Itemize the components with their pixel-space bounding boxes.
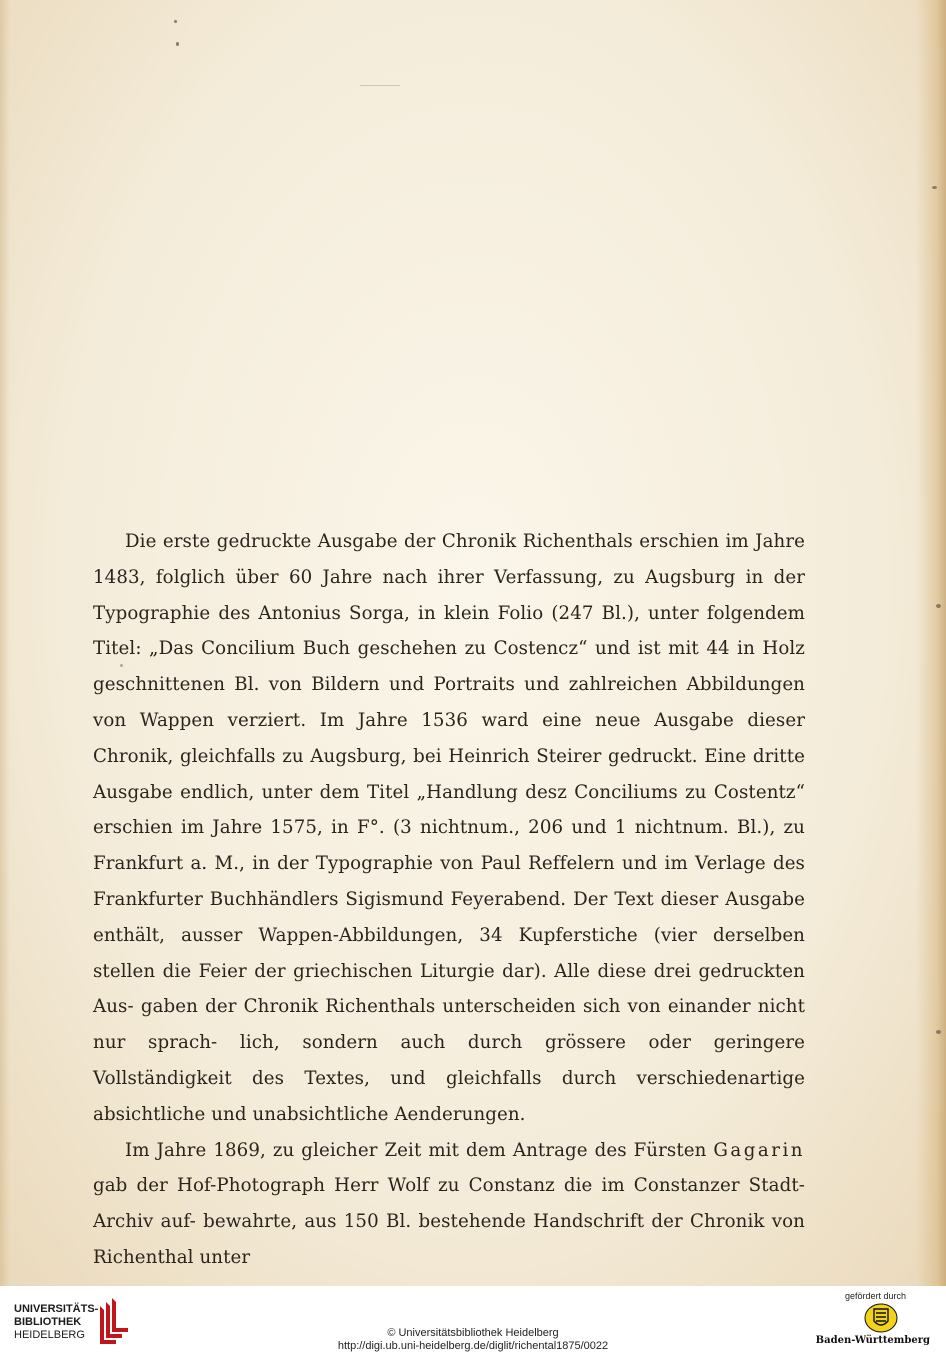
logo-line: UNIVERSITÄTS-: [14, 1303, 99, 1315]
funder-name: Baden-Württemberg: [815, 1335, 930, 1346]
ink-speck: [936, 604, 941, 608]
text-line: ward eine neue Ausgabe dieser Chronik, gleichfalls zu Augsburg, bei Heinrich: [93, 709, 805, 767]
ink-speck: [176, 42, 179, 46]
ink-speck: [174, 20, 177, 23]
text-line: gleichfalls durch verschiedenartige absichtliche und unabsichtliche Aenderungen.: [93, 1067, 805, 1125]
text-line: Buch geschehen zu Costencz“ und ist mit 44 in Holz geschnittenen Bl. von Bildern: [93, 638, 805, 696]
text-line: Conciliums zu Costentz“ erschien im Jahre 1575, in F°. (3 nichtnum., 206 und 1: [93, 781, 805, 839]
text-line: Steirer gedruckt. Eine dritte Ausgabe endlich, unter dem Titel „Handlung desz: [93, 745, 805, 803]
paragraph-1: [93, 524, 805, 1133]
text-line: Die erste gedruckte Ausgabe der Chronik Richenthals erschien im Jahre 1483,: [93, 531, 805, 588]
permalink-url[interactable]: http://digi.ub.uni-heidelberg.de/diglit/richental1875/0022: [337, 1340, 609, 1352]
ink-speck: [932, 186, 937, 189]
text-line: des Antonius Sorga, in klein Folio (247 Bl.), unter folgendem Titel: „Das Concilium: [93, 602, 805, 660]
text-line: gab: [93, 1175, 128, 1197]
text-line: im Verlage des Frankfurter Buchhändlers Sigismund Feyerabend. Der Text dieser: [93, 853, 805, 910]
text-line: gaben der Chronik Richenthals unterscheiden sich von einander nicht nur sprach-: [93, 996, 805, 1054]
coat-of-arms-icon: [864, 1303, 898, 1333]
text-line: der Hof-Photograph Herr Wolf zu Constanz die im Constanzer Stadt-Archiv auf-: [93, 1175, 805, 1233]
text-line: Ausgabe enthält, ausser Wappen-Abbildungen, 34 Kupferstiche (vier derselben: [93, 888, 805, 946]
text-line: stellen die Feier der griechischen Liturgie dar). Alle diese drei gedruckten Aus-: [93, 960, 805, 1018]
text-line: lich, sondern auch durch grössere oder geringere Vollständigkeit des Textes, und: [93, 1032, 805, 1089]
spaced-name: Gagarin: [713, 1139, 805, 1161]
text-line: und Portraits und zahlreichen Abbildungen von Wappen verziert. Im Jahre 1536: [93, 674, 805, 731]
ink-speck: [360, 85, 400, 86]
text-line: nichtnum. Bl.), zu Frankfurt a. M., in der Typographie von Paul Reffelern und: [93, 817, 805, 875]
copyright-text: © Universitätsbibliothek Heidelberg: [387, 1327, 559, 1339]
text-line: bewahrte, aus 150 Bl. bestehende Handschrift der Chronik von Richenthal unter: [93, 1211, 805, 1268]
footer-bar: [0, 1286, 946, 1354]
text-line: Im Jahre 1869, zu gleicher Zeit mit dem Antrage des Fürsten: [125, 1139, 707, 1161]
logo-line: BIBLIOTHEK: [14, 1316, 82, 1328]
page-edge-shadow-right: [916, 0, 946, 1286]
text-line: folglich über 60 Jahre nach ihrer Verfassung, zu Augsburg in der Typographie: [93, 566, 805, 624]
page-edge-shadow-left: [0, 0, 10, 1286]
body-text: [93, 524, 805, 1276]
ink-speck: [936, 1030, 941, 1034]
logo-line: HEIDELBERG: [14, 1329, 85, 1341]
funded-by-label: gefördert durch: [844, 1291, 906, 1301]
paragraph-2: [93, 1133, 805, 1276]
